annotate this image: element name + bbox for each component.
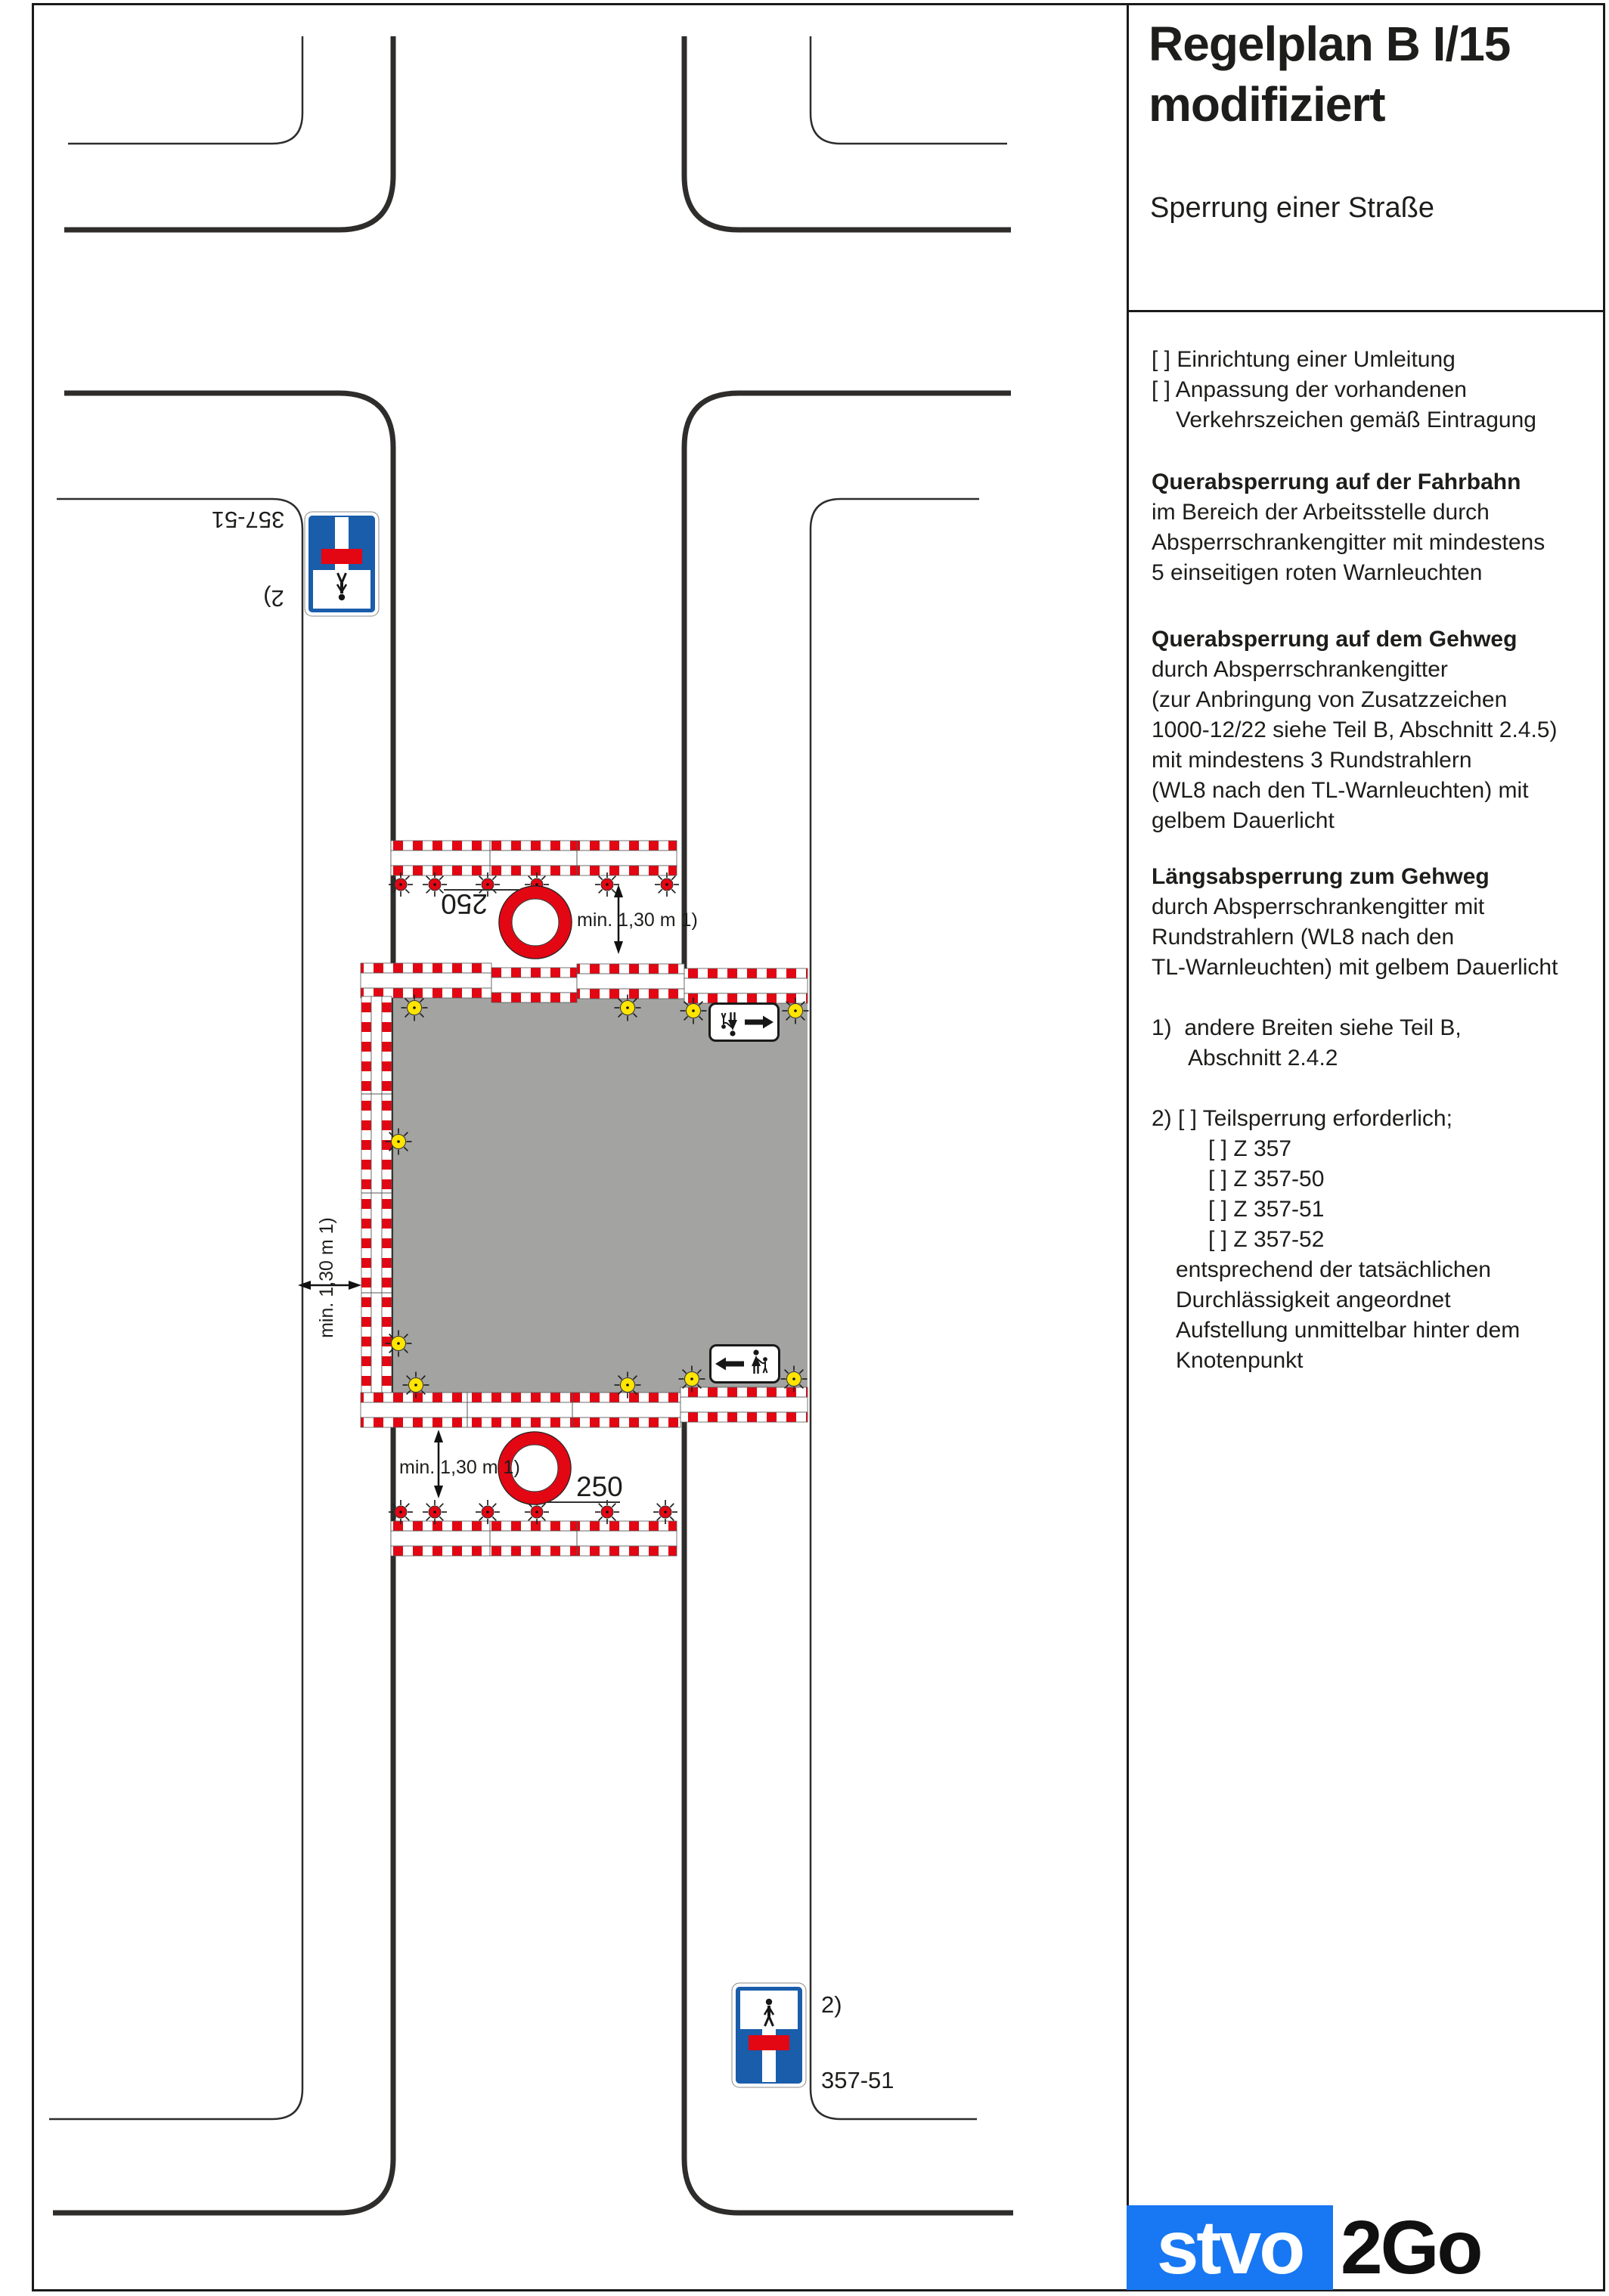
yellow-round-lamp bbox=[401, 995, 428, 1021]
sidewalk-nw bbox=[68, 36, 302, 144]
dimension-sidewalk bbox=[298, 1217, 361, 1338]
panel-text-line: Abschnitt 2.4.2 bbox=[1188, 1046, 1338, 1071]
panel-section-5 bbox=[1152, 1104, 1520, 1376]
info-panel bbox=[1129, 3, 1605, 2291]
panel-section-1 bbox=[1152, 467, 1545, 588]
work-area bbox=[393, 998, 808, 1393]
panel-text-line: Längsabsperrung zum Gehweg bbox=[1152, 864, 1490, 889]
logo-stvo: stvo bbox=[1127, 2205, 1333, 2290]
label-357-51-bottom: 357-51 bbox=[821, 2067, 894, 2093]
work-barrier-top bbox=[577, 964, 684, 999]
page-subtitle: Sperrung einer Straße bbox=[1150, 192, 1434, 224]
red-warning-lamp bbox=[595, 1500, 619, 1524]
panel-section-4 bbox=[1152, 1013, 1462, 1074]
sidewalk-west bbox=[49, 499, 302, 2119]
panel-text-line: [ ] Z 357-52 bbox=[1208, 1227, 1325, 1252]
panel-text-line: Knotenpunkt bbox=[1176, 1348, 1304, 1373]
cross-barrier-carriageway-top bbox=[391, 841, 677, 875]
dimension-bottom bbox=[399, 1430, 520, 1498]
panel-text-line: durch Absperrschrankengitter mit bbox=[1152, 894, 1485, 919]
panel-text-line: entsprechend der tatsächlichen bbox=[1176, 1257, 1491, 1282]
panel-text-line: mit mindestens 3 Rundstrahlern bbox=[1152, 748, 1472, 773]
sign-357-51-bottom bbox=[732, 1983, 806, 2087]
red-warning-lamp bbox=[389, 1500, 413, 1524]
panel-text-line: [ ] Anpassung der vorhandenen bbox=[1152, 377, 1467, 402]
dimension-sidewalk-label: min. 1,30 m 1) bbox=[316, 1217, 337, 1338]
label-ref-top: 2) bbox=[263, 585, 284, 612]
title-line-1: Regelplan B I/15 bbox=[1149, 17, 1511, 71]
yellow-round-lamp bbox=[386, 1129, 412, 1155]
panel-text-line: Rundstrahlern (WL8 nach den bbox=[1152, 925, 1455, 950]
red-warning-lamp bbox=[423, 1500, 447, 1524]
sidewalk-ne bbox=[811, 36, 1007, 144]
dimension-top-label: min. 1,30 m 1) bbox=[577, 909, 698, 931]
sidewalk-east bbox=[811, 499, 979, 2119]
curb-west bbox=[53, 393, 393, 2213]
longitudinal-barrier bbox=[361, 996, 392, 1393]
panel-text-line: Verkehrszeichen gemäß Eintragung bbox=[1176, 407, 1536, 432]
panel-text-line: Aufstellung unmittelbar hinter dem bbox=[1176, 1318, 1521, 1343]
panel-text-line: durch Absperrschrankengitter bbox=[1152, 657, 1448, 682]
panel-text-line: [ ] Z 357-51 bbox=[1208, 1197, 1325, 1222]
work-barrier-top bbox=[684, 968, 808, 1003]
red-warning-lamp bbox=[476, 1500, 500, 1524]
stvo2go-logo bbox=[1127, 2205, 1480, 2290]
sign-1000-12-top bbox=[710, 1004, 779, 1041]
panel-text-line: 5 einseitigen roten Warnleuchten bbox=[1152, 560, 1483, 585]
yellow-round-lamp bbox=[680, 998, 707, 1024]
logo-2go: 2Go bbox=[1341, 2205, 1481, 2290]
work-barrier-top bbox=[491, 968, 577, 1002]
title-line-2: modifiziert bbox=[1149, 77, 1385, 132]
yellow-round-lamp bbox=[679, 1366, 705, 1393]
yellow-round-lamp bbox=[615, 1372, 641, 1399]
sign-z250-top bbox=[499, 886, 572, 959]
cross-barrier-carriageway-bottom bbox=[391, 1521, 677, 1556]
red-warning-lamp bbox=[389, 872, 413, 897]
panel-text-line: Querabsperrung auf der Fahrbahn bbox=[1152, 469, 1521, 494]
yellow-round-lamp bbox=[783, 998, 809, 1024]
work-barrier-bottom bbox=[361, 1393, 680, 1427]
panel-text-line: gelbem Dauerlicht bbox=[1152, 808, 1335, 833]
label-357-51-top: 357-51 bbox=[211, 507, 285, 533]
panel-text-line: TL-Warnleuchten) mit gelbem Dauerlicht bbox=[1152, 955, 1558, 980]
sign-357-51-top bbox=[305, 512, 379, 616]
sign-1000-12-bottom bbox=[711, 1346, 780, 1383]
curb-nw bbox=[64, 36, 393, 230]
dimension-bottom-label: min. 1,30 m 1) bbox=[399, 1457, 520, 1478]
curb-ne bbox=[684, 36, 1011, 230]
label-z250-top: 250 bbox=[441, 888, 488, 919]
work-barrier-bottom bbox=[680, 1387, 808, 1422]
yellow-round-lamp bbox=[386, 1331, 412, 1357]
panel-text-line: 2) [ ] Teilsperrung erforderlich; bbox=[1152, 1106, 1452, 1131]
panel-text-line: im Bereich der Arbeitsstelle durch bbox=[1152, 500, 1490, 525]
panel-text-line: Querabsperrung auf dem Gehweg bbox=[1152, 627, 1518, 652]
red-warning-lamp bbox=[653, 1500, 677, 1524]
panel-section-0 bbox=[1152, 345, 1536, 435]
yellow-round-lamp bbox=[615, 995, 641, 1021]
red-warning-lamp bbox=[655, 872, 679, 897]
label-ref-bottom: 2) bbox=[821, 1991, 842, 2018]
panel-text-line: 1000-12/22 siehe Teil B, Abschnitt 2.4.5) bbox=[1152, 717, 1558, 742]
panel-text-line: [ ] Z 357-50 bbox=[1208, 1167, 1325, 1191]
panel-text-line: [ ] Z 357 bbox=[1208, 1136, 1292, 1161]
panel-text-line: Absperrschrankengitter mit mindestens bbox=[1152, 530, 1545, 555]
dimension-top bbox=[577, 885, 698, 954]
label-z250-bottom: 250 bbox=[576, 1471, 623, 1502]
panel-section-3 bbox=[1152, 862, 1558, 983]
panel-text-line: Durchlässigkeit angeordnet bbox=[1176, 1287, 1451, 1312]
panel-section-2 bbox=[1152, 624, 1557, 836]
panel-text-line: (WL8 nach den TL-Warnleuchten) mit bbox=[1152, 778, 1529, 803]
yellow-round-lamp bbox=[781, 1366, 808, 1393]
panel-body bbox=[1129, 3, 1605, 2291]
panel-text-line: 1) andere Breiten siehe Teil B, bbox=[1152, 1015, 1462, 1040]
yellow-round-lamp bbox=[403, 1372, 429, 1399]
panel-text-line: (zur Anbringung von Zusatzzeichen bbox=[1152, 687, 1508, 712]
panel-text-line: [ ] Einrichtung einer Umleitung bbox=[1152, 347, 1456, 372]
work-barrier-top bbox=[361, 963, 491, 998]
